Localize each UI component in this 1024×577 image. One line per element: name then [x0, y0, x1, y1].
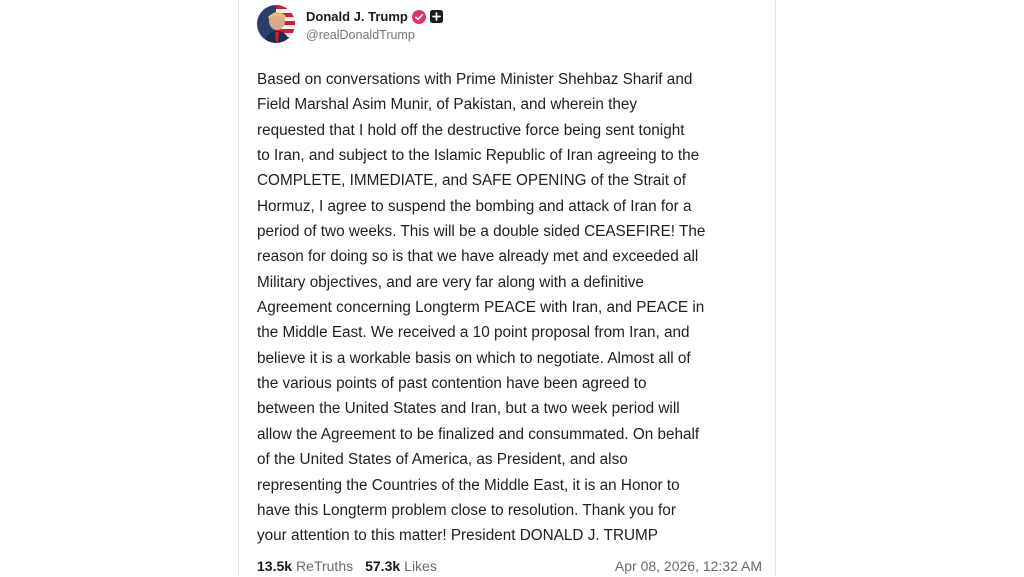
- truth-post: [257, 0, 767, 576]
- post-text-line: to Iran, and subject to the Islamic Republic of Iran agreeing to the: [257, 147, 700, 165]
- retruths-label: ReTruths: [296, 558, 354, 574]
- likes-stat[interactable]: [365, 558, 437, 574]
- post-text-line: reason for doing so is that we have already met and exceeded all: [257, 248, 699, 266]
- display-name[interactable]: Donald J. Trump: [306, 9, 408, 24]
- post-text-line: period of two weeks. This will be a double sided CEASEFIRE! The: [257, 223, 706, 241]
- post-text-line: Military objectives, and are very far along with a definitive: [257, 273, 644, 291]
- post-text-line: allow the Agreement to be finalized and consummated. On behalf: [257, 425, 700, 443]
- post-text-line: your attention to this matter! President DONALD J. TRUMP: [257, 527, 658, 545]
- likes-count: 57.3k: [365, 558, 401, 574]
- post-text-line: COMPLETE, IMMEDIATE, and SAFE OPENING of the Strait of: [257, 172, 686, 190]
- post-footer: [257, 555, 762, 577]
- post-body: [257, 67, 767, 549]
- retruths-count: 13.5k: [257, 558, 293, 574]
- post-text-line: requested that I hold off the destructive force being sent tonight: [257, 121, 685, 139]
- post-text-line: believe it is a workable basis on which to negotiate. Almost all of: [257, 349, 691, 367]
- post-text-line: representing the Countries of the Middle East, it is an Honor to: [257, 476, 680, 494]
- post-text-line: Based on conversations with Prime Minister Shehbaz Sharif and: [257, 71, 693, 88]
- post-text-line: of the United States of America, as President, and also: [257, 451, 628, 469]
- plus-badge-icon: [430, 10, 443, 23]
- avatar[interactable]: [257, 5, 295, 43]
- post-text-line: the various points of past contention have been agreed to: [257, 375, 647, 393]
- verified-check-icon: [412, 10, 426, 24]
- post-text-line: have this Longterm problem close to resolution. Thank you for: [257, 501, 676, 519]
- retruths-stat[interactable]: [257, 558, 353, 574]
- post-text-line: Agreement concerning Longterm PEACE with Iran, and PEACE in: [257, 299, 705, 317]
- post-text-line: the Middle East. We received a 10 point proposal from Iran, and: [257, 324, 690, 342]
- post-text-line: between the United States and Iran, but a two week period will: [257, 400, 680, 418]
- post-header: [257, 4, 443, 44]
- post-text-line: Hormuz, I agree to suspend the bombing and attack of Iran for a: [257, 197, 692, 215]
- author-names: [306, 7, 443, 42]
- author-handle[interactable]: @realDonaldTrump: [306, 27, 415, 42]
- likes-label: Likes: [404, 558, 437, 574]
- name-row: [306, 7, 443, 27]
- post-text-line: Field Marshal Asim Munir, of Pakistan, and wherein they: [257, 96, 638, 114]
- post-timestamp[interactable]: Apr 08, 2026, 12:32 AM: [614, 558, 762, 574]
